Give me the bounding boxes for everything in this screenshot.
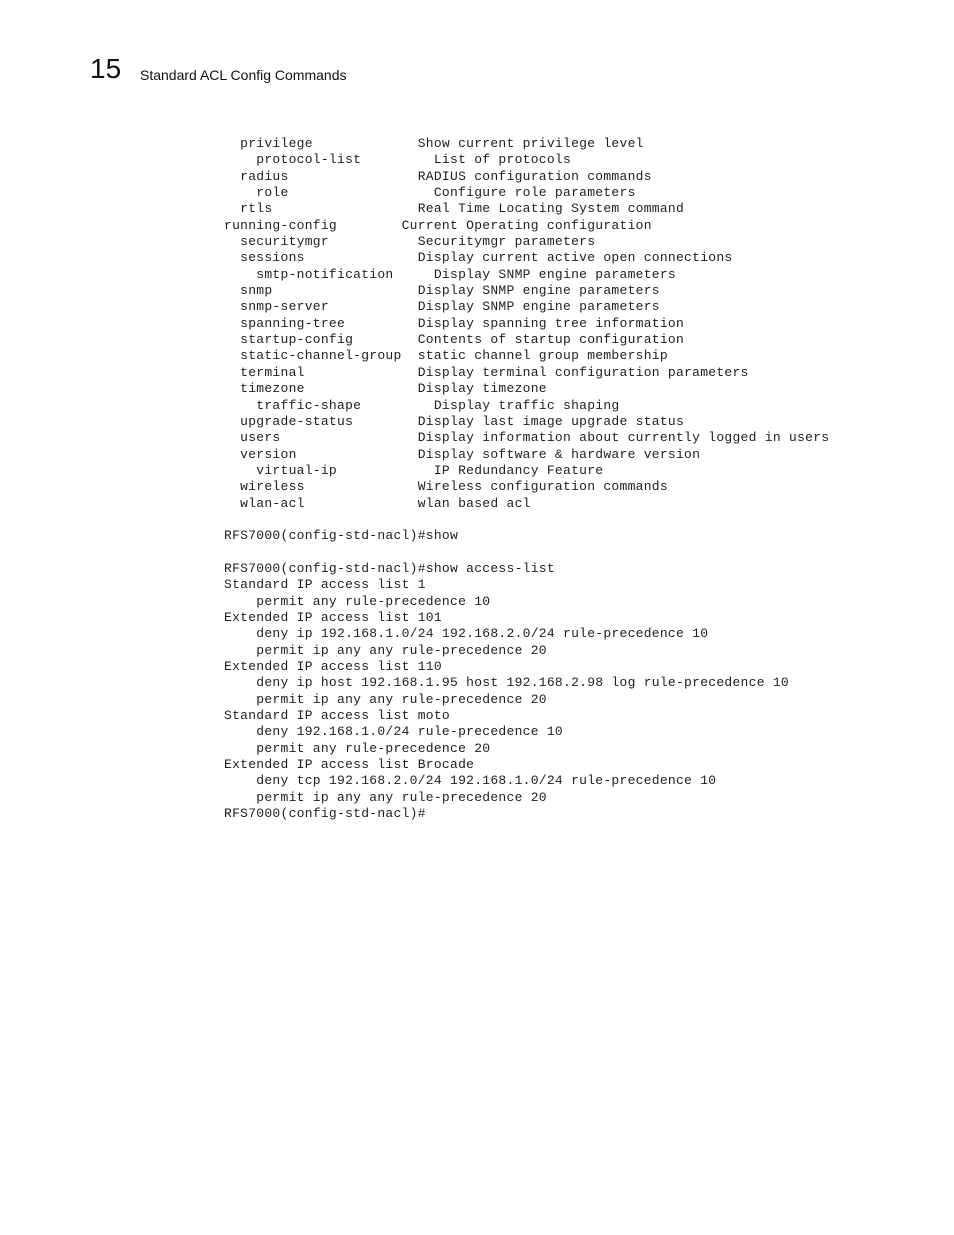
code-line: snmp Display SNMP engine parameters xyxy=(224,283,660,299)
code-line: static-channel-group static channel group membership xyxy=(224,348,668,364)
code-line: users Display information about currently logged in users xyxy=(224,430,830,446)
cli-output-block xyxy=(224,136,829,822)
code-line: version Display software & hardware version xyxy=(224,446,701,462)
code-line: rtls Real Time Locating System command xyxy=(224,201,685,217)
code-line: Extended IP access list Brocade xyxy=(224,757,475,773)
code-line: snmp-server Display SNMP engine parameters xyxy=(224,299,660,315)
code-line: deny 192.168.1.0/24 rule-precedence 10 xyxy=(224,724,563,740)
code-line: permit ip any any rule-precedence 20 xyxy=(224,691,547,707)
code-line: role Configure role parameters xyxy=(224,185,636,201)
code-line: wlan-acl wlan based acl xyxy=(224,495,531,511)
code-line: securitymgr Securitymgr parameters xyxy=(224,234,596,250)
code-line: spanning-tree Display spanning tree information xyxy=(224,315,685,331)
code-line: sessions Display current active open connections xyxy=(224,250,733,266)
code-line: deny tcp 192.168.2.0/24 192.168.1.0/24 rule-precedence 10 xyxy=(224,773,717,789)
code-line: Standard IP access list moto xyxy=(224,708,450,724)
code-line: timezone Display timezone xyxy=(224,381,547,397)
code-line: Standard IP access list 1 xyxy=(224,577,426,593)
code-line: smtp-notification Display SNMP engine parameters xyxy=(224,266,676,282)
code-line: wireless Wireless configuration commands xyxy=(224,479,668,495)
code-line: protocol-list List of protocols xyxy=(224,152,572,168)
code-line: startup-config Contents of startup configuration xyxy=(224,332,685,348)
code-line: RFS7000(config-std-nacl)#show xyxy=(224,528,459,544)
chapter-title: Standard ACL Config Commands xyxy=(140,67,347,83)
code-line: traffic-shape Display traffic shaping xyxy=(224,397,620,413)
code-line: RFS7000(config-std-nacl)# xyxy=(224,806,426,822)
chapter-number: 15 xyxy=(90,53,122,84)
code-line xyxy=(224,545,829,561)
code-line: virtual-ip IP Redundancy Feature xyxy=(224,462,604,478)
code-line xyxy=(224,512,829,528)
code-line: upgrade-status Display last image upgrade status xyxy=(224,413,685,429)
code-line: running-config Current Operating configuration xyxy=(224,217,652,233)
code-line: Extended IP access list 101 xyxy=(224,609,442,625)
code-line: terminal Display terminal configuration parameters xyxy=(224,364,749,380)
code-line: Extended IP access list 110 xyxy=(224,659,442,674)
code-line: privilege Show current privilege level xyxy=(224,136,644,151)
code-line: deny ip host 192.168.1.95 host 192.168.2.98 log rule-precedence 10 xyxy=(224,675,789,691)
code-line: permit any rule-precedence 10 xyxy=(224,593,491,609)
code-line: RFS7000(config-std-nacl)#show access-list xyxy=(224,560,555,576)
code-line: deny ip 192.168.1.0/24 192.168.2.0/24 rule-precedence 10 xyxy=(224,626,709,642)
code-line: permit ip any any rule-precedence 20 xyxy=(224,642,547,658)
code-line: permit any rule-precedence 20 xyxy=(224,740,491,756)
code-line: radius RADIUS configuration commands xyxy=(224,168,652,184)
code-line: permit ip any any rule-precedence 20 xyxy=(224,789,547,805)
